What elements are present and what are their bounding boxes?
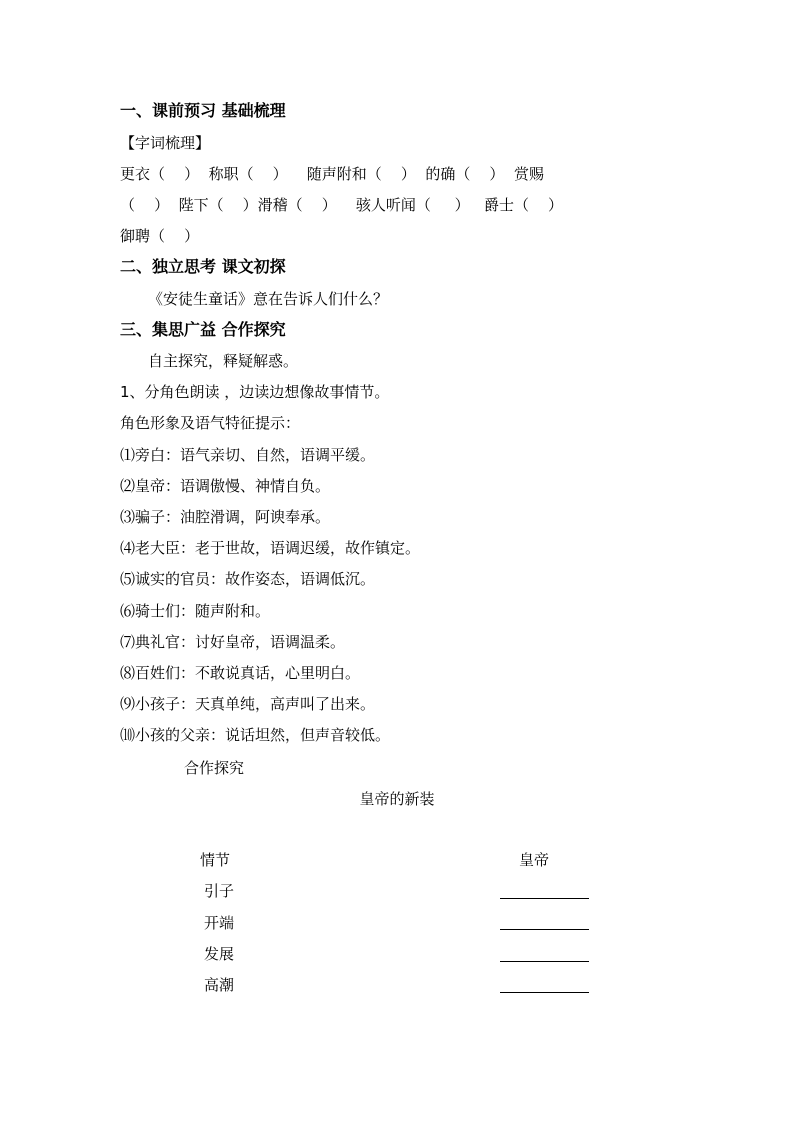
table-header-plot: 情节 — [200, 851, 231, 869]
role-item: ⑻百姓们：不敢说真话，心里明白。 — [120, 664, 361, 682]
table-row-label: 开端 — [204, 914, 235, 932]
role-item: ⑺典礼官：讨好皇帝，语调温柔。 — [120, 633, 346, 651]
table-row-label: 引子 — [204, 882, 235, 900]
role-item: ⑴旁白：语气亲切、自然，语调平缓。 — [120, 446, 376, 464]
section3-heading: 三、集思广益 合作探究 — [120, 320, 286, 339]
role-item: ⑹骑士们：随声附和。 — [120, 602, 271, 620]
section3-item1: 1、分角色朗读 ，边读边想像故事情节。 — [120, 383, 390, 401]
section3-intro: 自主探究，释疑解惑。 — [148, 352, 299, 370]
table-header-emperor: 皇帝 — [519, 851, 550, 869]
role-item: ⑶骗子：油腔滑调，阿谀奉承。 — [120, 508, 331, 526]
role-item: ⑷老大臣：老于世故，语调迟缓，故作镇定。 — [120, 539, 421, 557]
answer-blank[interactable] — [500, 961, 589, 962]
table-row-label: 高潮 — [204, 976, 235, 994]
role-item: ⑵皇帝：语调傲慢、神情自负。 — [120, 477, 331, 495]
section2-question: 《安徒生童话》意在告诉人们什么？ — [148, 290, 389, 308]
answer-blank[interactable] — [500, 898, 589, 899]
table-row-label: 发展 — [204, 945, 235, 963]
role-item: ⑼小孩子：天真单纯，高声叫了出来。 — [120, 695, 376, 713]
section2-heading: 二、独立思考 课文初探 — [120, 257, 286, 276]
role-item: ⑸诚实的官员：故作姿态，语调低沉。 — [120, 570, 376, 588]
vocab-line-2: （ ） 陛下（ ）滑稽（ ） 骇人听闻（ ） 爵士（ ） — [120, 196, 564, 214]
coop-label: 合作探究 — [184, 759, 245, 777]
vocab-line-3: 御聘（ ） — [120, 227, 200, 245]
vocab-line-1: 更衣（ ） 称职（ ） 随声附和（ ） 的确（ ） 赏赐 — [120, 165, 544, 183]
section1-heading: 一、课前预习 基础梳理 — [120, 101, 286, 120]
role-item: ⑽小孩的父亲：说话坦然，但声音较低。 — [120, 726, 391, 744]
answer-blank[interactable] — [500, 929, 589, 930]
role-hint-title: 角色形象及语气特征提示： — [120, 414, 301, 432]
answer-blank[interactable] — [500, 992, 589, 993]
table-title: 皇帝的新装 — [359, 790, 435, 808]
vocab-subheading: 【字词梳理】 — [120, 134, 211, 152]
